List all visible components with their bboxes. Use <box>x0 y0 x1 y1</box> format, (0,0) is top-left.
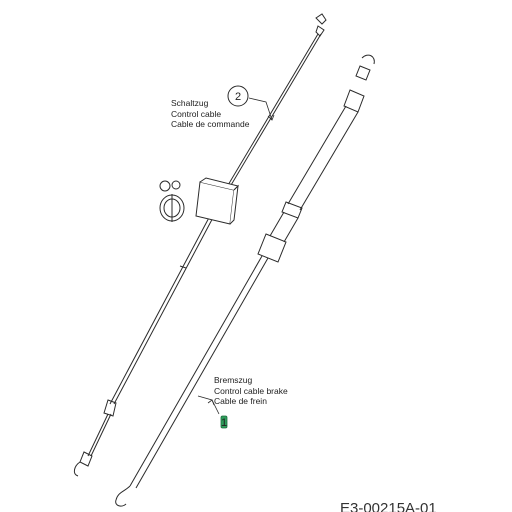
control-cable-lower-wire-2 <box>91 414 111 456</box>
control-cable-label-de: Schaltzug <box>171 98 209 108</box>
brake-cable-label-fr: Cable de frein <box>214 396 267 406</box>
brake-cable-top-fitting <box>356 66 370 80</box>
brake-cable-lower-hook <box>116 486 130 506</box>
control-cable-lower-wire <box>88 414 108 456</box>
control-cable-sheath-left <box>110 212 212 404</box>
control-cable-top-hook <box>316 14 326 24</box>
svg-text:1: 1 <box>220 417 228 429</box>
brake-cable-label <box>214 375 288 407</box>
brake-cable-upper-sheath-right <box>300 112 358 210</box>
drawing-id: E3-00215A-01 <box>340 500 437 512</box>
brake-cable-lower-sheath-left <box>130 256 262 486</box>
brake-cable-mid-right <box>284 218 298 242</box>
brake-cable-middle-joint <box>282 202 302 218</box>
control-cable <box>74 14 326 476</box>
control-cable-label-fr: Cable de commande <box>171 119 250 129</box>
control-cable-lower-spring <box>80 452 92 466</box>
brake-cable-upper-ferrule <box>344 90 364 112</box>
brake-cable-label-en: Control cable brake <box>214 385 288 396</box>
brake-cable-lower-sheath-right <box>136 258 268 488</box>
control-cable-lower-hook <box>74 462 80 476</box>
control-cable-label <box>171 98 249 130</box>
brake-cable-adjuster <box>258 234 286 262</box>
brake-cable-mid-left <box>270 212 284 236</box>
cable-clamp-block <box>196 178 238 224</box>
brake-cable-label-de: Bremszug <box>214 375 253 385</box>
brake-cable-top-hook <box>362 55 374 64</box>
brake-cable-upper-sheath-left <box>288 106 346 204</box>
control-cable-lower-adjuster <box>104 400 116 416</box>
cable-retainer-clip <box>160 181 184 222</box>
svg-text:2: 2 <box>234 91 242 103</box>
control-cable-label-en: Control cable <box>171 108 222 119</box>
